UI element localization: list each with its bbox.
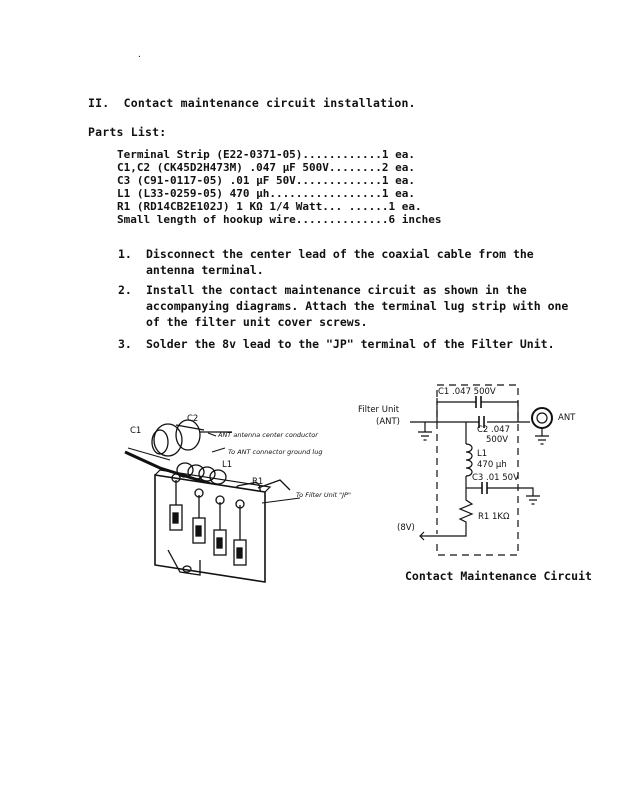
label-c2-volt: 500V [486, 435, 509, 445]
label-8v: (8V) [397, 523, 415, 533]
step-text: Solder the 8v lead to the "JP" terminal of the Filter Unit. [146, 337, 555, 351]
label-l1-value: 470 µh [477, 460, 507, 470]
step-number: 1. [118, 247, 132, 261]
step-text: Install the contact maintenance circuit as shown in the accompanying diagrams. Attach the terminal lug strip with one of the filter unit cover screws. [146, 283, 569, 329]
parts-item: Terminal Strip (E22-0371-05)............1 ea. [117, 148, 416, 161]
section-title: II. Contact maintenance circuit installation. [88, 96, 416, 110]
label-r1-value: R1 1KΩ [478, 512, 510, 522]
parts-item: C3 (C91-0117-05) .01 µF 50V.............1 ea. [117, 174, 416, 187]
label-c1: C1 [130, 426, 142, 436]
note-jp: To Filter Unit "JP" [296, 491, 351, 499]
parts-item: R1 (RD14CB2E102J) 1 KΩ 1/4 Watt... ......1 ea. [117, 200, 422, 213]
label-r1: R1 [252, 477, 264, 487]
parts-item: Small length of hookup wire..............6 inches [117, 213, 442, 226]
label-c2: C2 [187, 414, 199, 424]
label-l1: L1 [222, 460, 233, 470]
parts-item: C1,C2 (CK45D2H473M) .047 µF 500V........2 ea. [117, 161, 416, 174]
step-text: Disconnect the center lead of the coaxial cable from the antenna terminal. [146, 247, 534, 277]
parts-heading: Parts List: [88, 125, 167, 139]
label-ant-in: (ANT) [376, 417, 400, 427]
step-number: 3. [118, 337, 132, 351]
parts-item: L1 (L33-0259-05) 470 µh.................1 ea. [117, 187, 416, 200]
note-ant-center: ANT antenna center conductor [218, 431, 318, 439]
label-c3-value: C3 .01 50V [472, 473, 519, 483]
scan-speck: . [137, 50, 142, 59]
label-l1-name: L1 [477, 449, 488, 459]
label-ant-out: ANT [558, 413, 576, 423]
figure-caption: Contact Maintenance Circuit [405, 569, 592, 583]
note-ant-ground: To ANT connector ground lug [228, 448, 323, 456]
label-c2-value: C2 .047 [477, 425, 510, 435]
label-c1-value: C1 .047 500V [438, 387, 496, 397]
step-number: 2. [118, 283, 132, 297]
label-filter-unit: Filter Unit [358, 405, 400, 415]
